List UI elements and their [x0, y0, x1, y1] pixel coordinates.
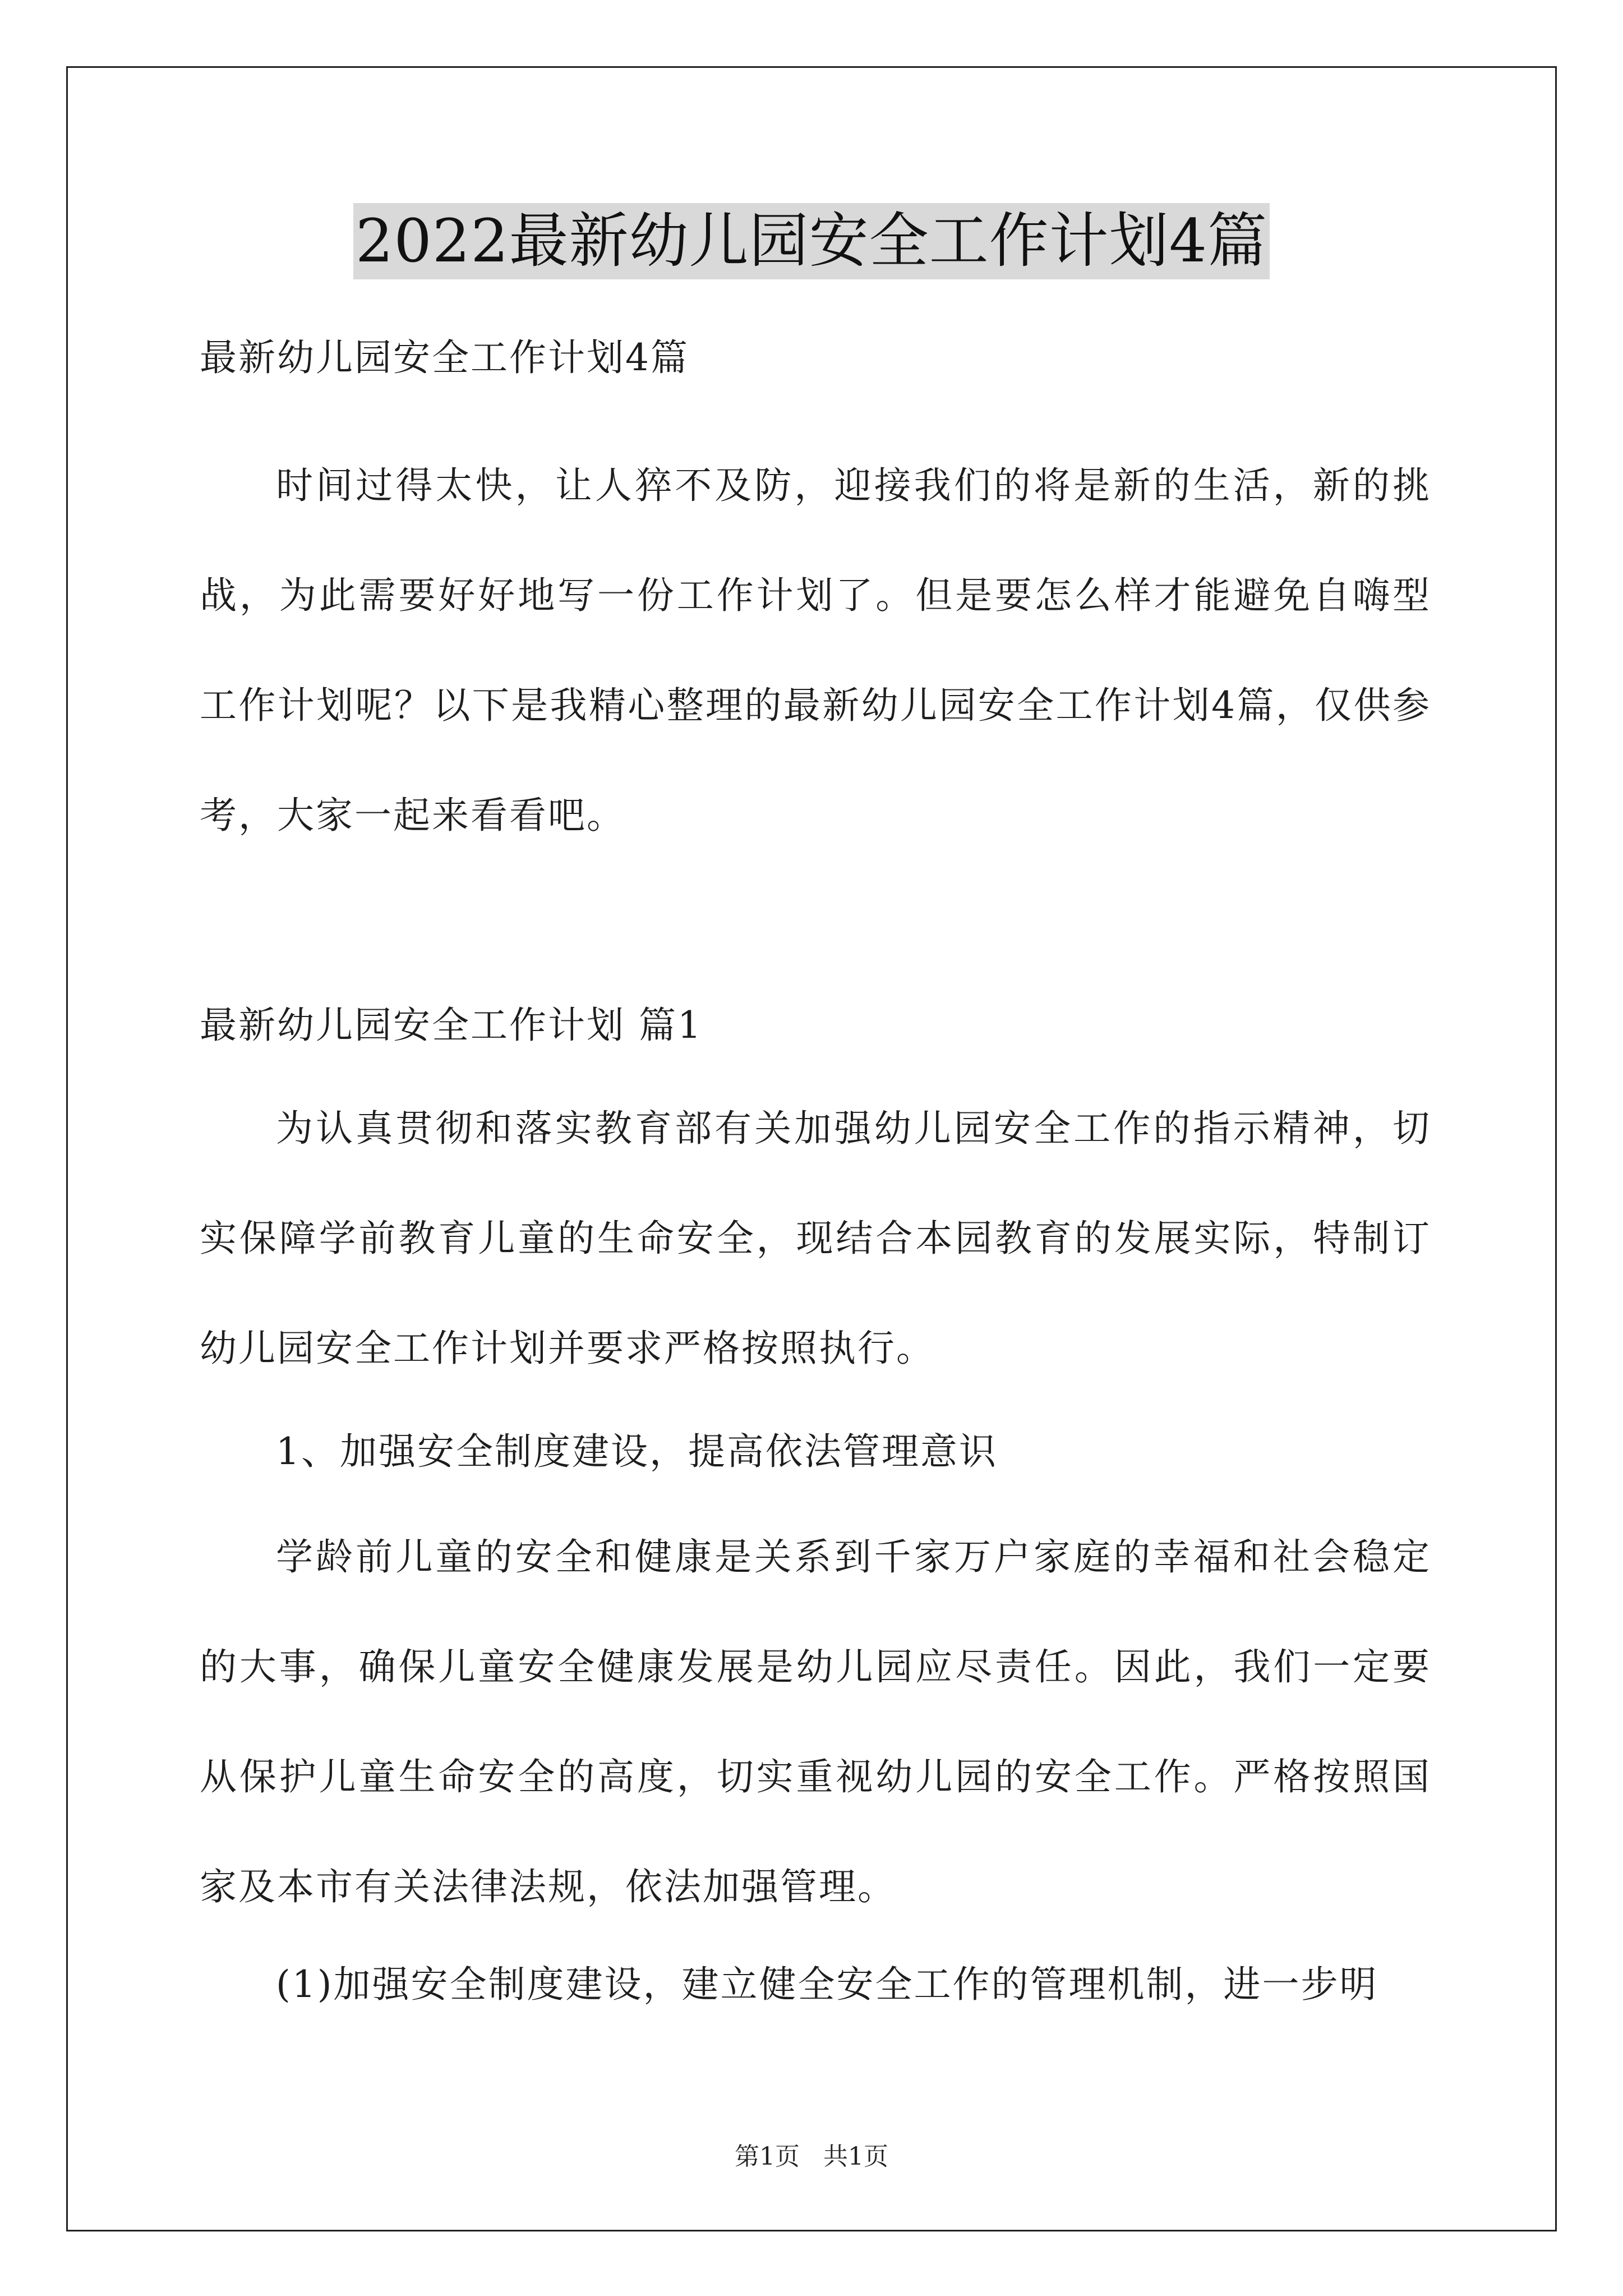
intro-paragraph: 时间过得太快，让人猝不及防，迎接我们的将是新的生活，新的挑战，为此需要好好地写一份工作计划了。但是要怎么样才能避免自嗨型工作计划呢？以下是我精心整理的最新幼儿园安全工作计划4篇，仅供参考，大家一起来看看吧。: [200, 464, 1431, 837]
section-paragraph-3: (1)加强安全制度建设，建立健全安全工作的管理机制，进一步明: [276, 1963, 1378, 2006]
document-subtitle: 最新幼儿园安全工作计划4篇: [200, 336, 689, 379]
list-item-heading: 1、加强安全制度建设，提高依法管理意识: [276, 1430, 998, 1473]
section-heading: 最新幼儿园安全工作计划 篇1: [200, 1004, 703, 1047]
page-number-current: 第1页: [735, 2142, 800, 2171]
section-paragraph: 为认真贯彻和落实教育部有关加强幼儿园安全工作的指示精神，切实保障学前教育儿童的生命安全，现结合本园教育的发展实际，特制订幼儿园安全工作计划并要求严格按照执行。: [200, 1107, 1431, 1370]
section-paragraph-2: 学龄前儿童的安全和健康是关系到千家万户家庭的幸福和社会稳定的大事，确保儿童安全健康发展是幼儿园应尽责任。因此，我们一定要从保护儿童生命安全的高度，切实重视幼儿园的安全工作。严格按照国家及本市有关法律法规，依法加强管理。: [200, 1535, 1431, 1908]
page-footer: [0, 2136, 1623, 2172]
document-title: 2022最新幼儿园安全工作计划4篇: [353, 203, 1270, 279]
page-number-total: 共1页: [823, 2142, 888, 2171]
title-container: [0, 203, 1623, 279]
